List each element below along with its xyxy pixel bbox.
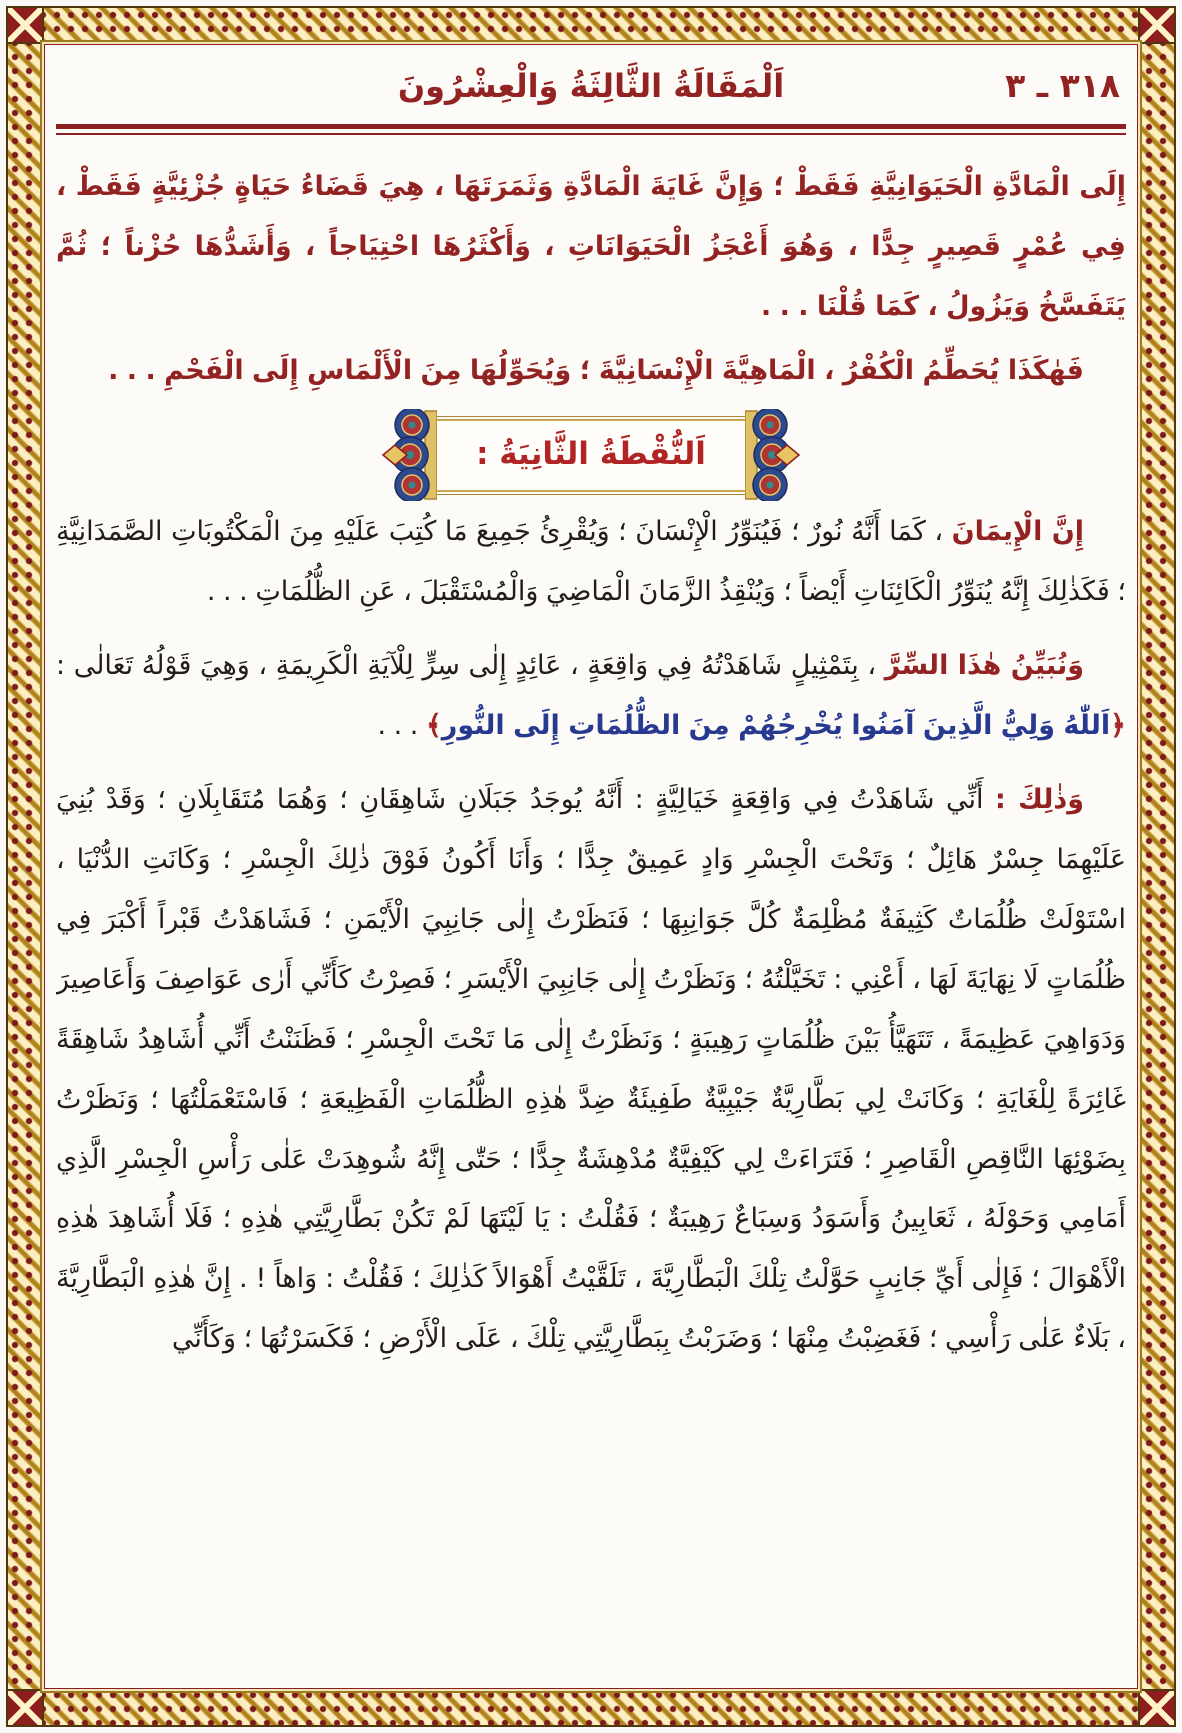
paragraph-vision-body: أَنِّي شَاهَدْتُ فِي وَاقِعَةٍ خَيَالِيَّةٍ : أَنَّهُ يُوجَدُ جَبَلَانِ شَاهِقَانِ ؛ وَهُمَا مُتَقَابِلَانِ ؛ وَقَدْ بُنِيَ عَلَيْهِمَا جِسْرٌ هَائِلٌ ؛ وَتَحْتَ الْجِسْرِ وَادٍ عَمِيقٌ جِدًّا ؛ وَأَنَا أَكُونُ فَوْقَ ذٰلِكَ الْجِسْرِ ؛ وَكَانَتِ الدُّنْيَا ، اسْتَوْلَتْ ظُلُمَاتٌ كَثِيفَةٌ مُظْلِمَةٌ كُلَّ جَوَانِبِهَا ؛ فَنَظَرْتُ إِلٰى جَانِبِيَ الْأَيْمَنِ ؛ فَشَاهَدْتُ قَبْراً أَكْبَرَ فِي ظُلُمَاتٍ لَا نِهَايَةَ لَهَا ، أَعْنِي : تَخَيَّلْتُهُ ؛ وَنَظَرْتُ إِلٰى جَانِبِيَ الْأَيْسَرِ ؛ فَصِرْتُ كَأَنِّي أَرٰى عَوَاصِفَ وَأَعَاصِيرَ وَدَوَاهِيَ عَظِيمَةً ، تَتَهَيَّأُ بَيْنَ ظُلُمَاتٍ رَهِيبَةٍ ؛ وَنَظَرْتُ إِلٰى مَا تَحْتَ الْجِسْرِ ؛ فَظَنَنْتُ أَنِّي أُشَاهِدُ شَاهِقَةً غَائِرَةً لِلْغَايَةِ ؛ وَكَانَتْ لِي بَطَّارِيَّةٌ جَيْبِيَّةٌ طَفِيئَةٌ ضِدَّ هٰذِهِ الظُّلُمَاتِ الْفَظِيعَةِ ؛ فَاسْتَعْمَلْتُهَا ؛ وَنَظَرْتُ بِضَوْئِهَا النَّاقِصِ الْقَاصِرِ ؛ فَتَرَاءَتْ لِي كَيْفِيَّةٌ مُدْهِشَةٌ جِدًّا ؛ حَتّٰى إِنَّهُ شُوهِدَتْ عَلٰى رَأْسِ الْجِسْرِ الَّذِي أَمَامِي وَحَوْلَهُ ، ثَعَابِينُ وَأَسَوَدُ وَسِبَاعٌ رَهِيبَةٌ ؛ فَقُلْتُ : يَا لَيْتَهَا لَمْ تَكُنْ بَطَّارِيَّتِي هٰذِهِ ؛ فَلَا أُشَاهِدَ هٰذِهِ الْأَهْوَالَ ؛ فَإِلٰى أَيِّ جَانِبٍ حَوَّلْتُ تِلْكَ الْبَطَّارِيَّةَ ، تَلَقَّيْتُ أَهْوَالاً كَذٰلِكَ ؛ فَقُلْتُ : وَاهاً ! . إِنَّ هٰذِهِ الْبَطَّارِيَّةَ ، بَلَاءٌ عَلٰى رَأْسِي ؛ فَغَضِبْتُ مِنْهَا ؛ وَضَرَبْتُ بِبَطَّارِيَّتِي تِلْكَ ، عَلَى الْأَرْضِ ؛ فَكَسَرْتُهَا ؛ وَكَأَنِّي bbox=[56, 783, 1126, 1355]
heading-ornament-right-icon bbox=[745, 409, 801, 501]
section-heading-box bbox=[411, 419, 771, 492]
page-content bbox=[56, 46, 1126, 1689]
ornate-bracket-close: ﴾ bbox=[425, 709, 442, 741]
border-corner-icon bbox=[1138, 1689, 1176, 1727]
paragraph-iman-body: ، كَمَا أَنَّهُ نُورٌ ؛ فَيُنَوِّرُ الْإِنْسَانَ ؛ وَيُقْرِئُ جَمِيعَ مَا كُتِبَ عَلَيْهِ مِنَ الْمَكْتُوبَاتِ الصَّمَدَانِيَّةِ ؛ فَكَذٰلِكَ إِنَّهُ يُنَوِّرُ الْكَائِنَاتِ أَيْضاً ؛ وَيُنْقِذُ الزَّمَانَ الْمَاضِيَ وَالْمُسْتَقْبَلَ ، عَنِ الظُّلُمَاتِ . . . bbox=[56, 516, 1126, 608]
border-corner-icon bbox=[6, 6, 44, 44]
paragraph-iman bbox=[56, 502, 1126, 622]
page-title: اَلْمَقَالَةُ الثَّالِثَةُ وَالْعِشْرُونَ bbox=[397, 67, 785, 105]
ornate-bracket-open: ﴿ bbox=[1110, 709, 1126, 741]
border-corner-icon bbox=[1138, 6, 1176, 44]
border-corner-icon bbox=[6, 1689, 44, 1727]
paragraph-sirr-tail: . . . bbox=[377, 709, 426, 741]
paragraph-sirr-lead: وَنُبَيِّنُ هٰذَا السِّرَّ bbox=[884, 650, 1085, 682]
quran-verse: اَللّٰهُ وَلِيُّ الَّذِينَ آمَنُوا يُخْرِجُهُمْ مِنَ الظُّلُمَاتِ إِلَى النُّورِ bbox=[441, 709, 1111, 741]
paragraph-vision bbox=[56, 770, 1126, 1369]
paragraph-vision-lead: وَذٰلِكَ : bbox=[994, 783, 1084, 815]
section-heading-text: اَلنُّقْطَةُ الثَّانِيَةُ : bbox=[476, 435, 706, 472]
section-heading-frame bbox=[411, 419, 771, 492]
heading-ornament-left-icon bbox=[381, 409, 437, 501]
page-number: ٣١٨ ـ ٣ bbox=[1005, 66, 1120, 105]
paragraph-sirr-body: ، بِتَمْثِيلٍ شَاهَدْتُهُ فِي وَاقِعَةٍ ، عَائِدٍ إِلٰى سِرٍّ لِلْآيَةِ الْكَرِيمَةِ ، وَهِيَ قَوْلُهُ تَعَالٰى : bbox=[56, 650, 885, 682]
paragraph-iman-lead: إِنَّ الْإِيمَانَ bbox=[951, 516, 1084, 548]
paragraph-kufr: فَهٰكَذَا يُحَطِّمُ الْكُفْرُ ، الْمَاهِيَّةَ الْإِنْسَانِيَّةَ ؛ وَيُحَوِّلُهَا مِنَ الْأَلْمَاسِ إِلَى الْفَحْمِ . . . bbox=[108, 354, 1084, 386]
paragraph-continuation: إِلَى الْمَادَّةِ الْحَيَوَانِيَّةِ فَقَطْ ؛ وَإِنَّ غَايَةَ الْمَادَّةِ وَثَمَرَتَهَا ، هِيَ قَضَاءُ حَيَاةٍ جُزْئِيَّةٍ فَقَطْ ، فِي عُمْرٍ قَصِيرٍ جِدًّا ، وَهُوَ أَعْجَزُ الْحَيَوَانَاتِ ، وَأَكْثَرُهَا احْتِيَاجاً ، وَأَشَدُّهَا حُزْناً ؛ ثُمَّ يَتَفَسَّخُ وَيَزُولُ ، كَمَا قُلْنَا . . . bbox=[56, 171, 1126, 322]
page-header bbox=[56, 62, 1126, 114]
paragraph-sirr bbox=[56, 636, 1126, 756]
header-double-rule bbox=[56, 124, 1126, 135]
